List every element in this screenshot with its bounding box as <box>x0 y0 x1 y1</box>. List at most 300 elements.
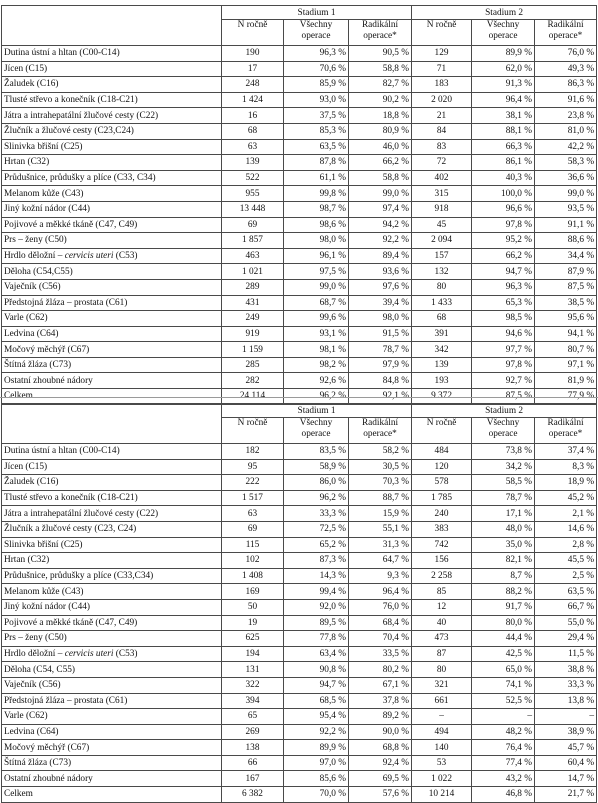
cell-stage2-all-ops: 86,1 % <box>472 155 535 171</box>
cell-stage2-all-ops: 94,6 % <box>472 326 535 342</box>
cell-total-label: Celkem <box>2 787 222 803</box>
cell-stage1-radical-ops: 80,9 % <box>349 123 412 139</box>
cell-stage2-radical-ops: 76,0 % <box>535 46 597 62</box>
cell-stage1-radical-ops: 33,5 % <box>349 646 412 662</box>
cell-stage1-all-ops: 98,2 % <box>284 357 349 373</box>
cell-stage2-all-ops: 66,3 % <box>472 139 535 155</box>
table-row <box>2 521 597 537</box>
cell-stage1-radical-ops: 99,0 % <box>349 186 412 202</box>
cell-stage1-n: 431 <box>222 295 284 311</box>
cell-site: Melanom kůže (C43) <box>2 584 222 600</box>
cell-stage2-all-ops: 96,6 % <box>472 201 535 217</box>
cell-stage2-radical-ops: 36,6 % <box>535 170 597 186</box>
cell-stage2-n: 21 <box>412 108 472 124</box>
cell-stage1-n: 190 <box>222 46 284 62</box>
cell-stage1-all-ops: 99,0 % <box>284 279 349 295</box>
cell-stage2-n: 157 <box>412 248 472 264</box>
header-stage-1: Stadium 1 <box>222 404 412 418</box>
cell-stage2-all-ops: 8,7 % <box>472 568 535 584</box>
cell-site: Jiný kožní nádor (C44) <box>2 201 222 217</box>
cell-site <box>2 646 222 662</box>
table-row <box>2 459 597 475</box>
cell-site: Varle (C62) <box>2 709 222 725</box>
cell-stage1-n: 394 <box>222 693 284 709</box>
table-row <box>2 123 597 139</box>
cell-stage1-n: 222 <box>222 475 284 491</box>
cell-stage1-n: 68 <box>222 123 284 139</box>
cell-stage2-radical-ops: 38,8 % <box>535 662 597 678</box>
cell-stage1-radical-ops: 89,4 % <box>349 248 412 264</box>
table-row <box>2 264 597 280</box>
cell-site: Předstojná žláza – prostata (C61) <box>2 693 222 709</box>
cell-stage2-all-ops: – <box>472 709 535 725</box>
cell-stage2-n: 2 094 <box>412 233 472 249</box>
cell-site: Tlusté střevo a konečník (C18-C21) <box>2 92 222 108</box>
cell-stage2-n: 193 <box>412 373 472 389</box>
cell-stage1-all-ops: 86,0 % <box>284 475 349 491</box>
cell-stage1-all-ops: 87,3 % <box>284 553 349 569</box>
cell-stage1-radical-ops: 39,4 % <box>349 295 412 311</box>
cell-stage1-all-ops: 97,5 % <box>284 264 349 280</box>
table-row <box>2 631 597 647</box>
cell-site: Ledvina (C64) <box>2 326 222 342</box>
cell-stage2-n: 40 <box>412 615 472 631</box>
cell-stage2-radical-ops: 45,5 % <box>535 553 597 569</box>
cell-total-stage2-all-ops: 46,8 % <box>472 787 535 803</box>
cell-stage2-all-ops: 77,4 % <box>472 755 535 771</box>
table-row <box>2 475 597 491</box>
cell-site: Slinivka břišní (C25) <box>2 537 222 553</box>
stage-table-1 <box>1 5 597 405</box>
table-row <box>2 342 597 358</box>
cell-stage1-radical-ops: 55,1 % <box>349 521 412 537</box>
cell-stage1-all-ops: 65,2 % <box>284 537 349 553</box>
cell-stage2-n: 156 <box>412 553 472 569</box>
cell-stage2-n: 342 <box>412 342 472 358</box>
cell-total-stage1-radical-ops: 57,6 % <box>349 787 412 803</box>
cell-site: Žaludek (C16) <box>2 475 222 491</box>
table-row <box>2 155 597 171</box>
cell-stage1-all-ops: 77,8 % <box>284 631 349 647</box>
cell-stage2-all-ops: 97,8 % <box>472 357 535 373</box>
cell-stage1-radical-ops: 90,2 % <box>349 92 412 108</box>
cell-stage1-radical-ops: 18,8 % <box>349 108 412 124</box>
cell-stage2-radical-ops: 8,3 % <box>535 459 597 475</box>
cell-stage1-n: 19 <box>222 615 284 631</box>
cell-stage2-n: 129 <box>412 46 472 62</box>
cell-site: Játra a intrahepatální žlučové cesty (C22) <box>2 108 222 124</box>
cell-stage1-n: 194 <box>222 646 284 662</box>
cell-stage2-n: 391 <box>412 326 472 342</box>
cell-site: Ledvina (C64) <box>2 724 222 740</box>
cell-stage2-all-ops: 65,3 % <box>472 295 535 311</box>
cell-site: Průdušnice, průdušky a plíce (C33, C34) <box>2 170 222 186</box>
cell-site: Průdušnice, průdušky a plíce (C33,C34) <box>2 568 222 584</box>
cell-stage2-all-ops: 74,1 % <box>472 677 535 693</box>
cell-site: Játra a intrahepatální žlučové cesty (C22) <box>2 506 222 522</box>
site-label-code: (C53) <box>113 649 138 660</box>
cell-stage1-all-ops: 98,7 % <box>284 201 349 217</box>
cell-stage2-n: 315 <box>412 186 472 202</box>
cell-stage2-n: 87 <box>412 646 472 662</box>
cell-stage1-radical-ops: 88,7 % <box>349 490 412 506</box>
cell-stage1-n: 102 <box>222 553 284 569</box>
cell-stage1-all-ops: 85,6 % <box>284 771 349 787</box>
table-row <box>2 553 597 569</box>
cell-stage1-radical-ops: 30,5 % <box>349 459 412 475</box>
cell-stage1-all-ops: 92,2 % <box>284 724 349 740</box>
cell-stage2-radical-ops: 91,1 % <box>535 217 597 233</box>
cell-site: Hrtan (C32) <box>2 553 222 569</box>
cell-stage1-all-ops: 37,5 % <box>284 108 349 124</box>
table-row <box>2 77 597 93</box>
cell-stage1-all-ops: 98,0 % <box>284 233 349 249</box>
cell-stage2-all-ops: 100,0 % <box>472 186 535 202</box>
header-all-operations: Všechny operace <box>472 20 535 46</box>
cell-stage1-all-ops: 92,6 % <box>284 373 349 389</box>
cell-total-stage1-all-ops: 70,0 % <box>284 787 349 803</box>
cell-stage2-radical-ops: 58,3 % <box>535 155 597 171</box>
cell-stage2-n: 120 <box>412 459 472 475</box>
cell-site: Štítná žláza (C73) <box>2 357 222 373</box>
cell-stage1-all-ops: 93,1 % <box>284 326 349 342</box>
header-stage-1: Stadium 1 <box>222 6 412 20</box>
cell-stage1-all-ops: 68,7 % <box>284 295 349 311</box>
cell-stage1-radical-ops: 84,8 % <box>349 373 412 389</box>
cell-stage1-all-ops: 99,6 % <box>284 311 349 327</box>
table-row <box>2 646 597 662</box>
cell-stage1-radical-ops: 98,0 % <box>349 311 412 327</box>
cell-stage1-n: 115 <box>222 537 284 553</box>
cell-site: Dutina ústní a hltan (C00-C14) <box>2 46 222 62</box>
cell-stage1-all-ops: 90,8 % <box>284 662 349 678</box>
header-n-per-year: N ročně <box>222 20 284 46</box>
cell-stage1-n: 522 <box>222 170 284 186</box>
cell-stage2-radical-ops: 86,3 % <box>535 77 597 93</box>
cell-stage2-radical-ops: 13,8 % <box>535 693 597 709</box>
cell-site: Močový měchýř (C67) <box>2 740 222 756</box>
cell-stage1-radical-ops: 58,8 % <box>349 170 412 186</box>
cell-site: Ostatní zhoubné nádory <box>2 373 222 389</box>
cell-stage2-n: 578 <box>412 475 472 491</box>
cell-stage2-all-ops: 89,9 % <box>472 46 535 62</box>
cell-stage1-all-ops: 85,3 % <box>284 123 349 139</box>
cell-stage2-all-ops: 97,7 % <box>472 342 535 358</box>
header-all-operations: Všechny operace <box>284 20 349 46</box>
cell-stage1-radical-ops: 58,2 % <box>349 444 412 460</box>
cell-stage2-all-ops: 17,1 % <box>472 506 535 522</box>
cell-stage1-all-ops: 96,2 % <box>284 490 349 506</box>
cell-stage1-all-ops: 96,1 % <box>284 248 349 264</box>
cell-stage1-all-ops: 89,9 % <box>284 740 349 756</box>
cell-stage1-n: 182 <box>222 444 284 460</box>
cell-site: Předstojná žláza – prostata (C61) <box>2 295 222 311</box>
cell-stage2-radical-ops: – <box>535 709 597 725</box>
cell-stage2-n: 918 <box>412 201 472 217</box>
cell-total-stage2-n: 10 214 <box>412 787 472 803</box>
cell-stage2-n: 402 <box>412 170 472 186</box>
table-row <box>2 506 597 522</box>
cell-stage2-n: 71 <box>412 61 472 77</box>
table-row <box>2 771 597 787</box>
cell-stage1-radical-ops: 9,3 % <box>349 568 412 584</box>
cell-stage1-radical-ops: 93,6 % <box>349 264 412 280</box>
table-row <box>2 233 597 249</box>
cell-site: Jiný kožní nádor (C44) <box>2 599 222 615</box>
cell-stage1-n: 167 <box>222 771 284 787</box>
cell-stage2-all-ops: 96,4 % <box>472 92 535 108</box>
cell-stage1-all-ops: 96,3 % <box>284 46 349 62</box>
cell-stage1-n: 249 <box>222 311 284 327</box>
cell-site: Vaječník (C56) <box>2 279 222 295</box>
table-row <box>2 373 597 389</box>
cell-stage2-all-ops: 43,2 % <box>472 771 535 787</box>
cell-stage1-radical-ops: 92,2 % <box>349 233 412 249</box>
table-body <box>2 46 597 405</box>
cell-stage1-all-ops: 98,1 % <box>284 342 349 358</box>
cell-stage2-radical-ops: 95,6 % <box>535 311 597 327</box>
cell-stage1-radical-ops: 80,2 % <box>349 662 412 678</box>
table-row <box>2 568 597 584</box>
table-row <box>2 677 597 693</box>
cell-stage1-n: 63 <box>222 139 284 155</box>
cell-stage2-radical-ops: 97,1 % <box>535 357 597 373</box>
cell-stage1-all-ops: 70,6 % <box>284 61 349 77</box>
cell-stage2-radical-ops: 14,6 % <box>535 521 597 537</box>
cell-stage1-all-ops: 94,7 % <box>284 677 349 693</box>
cell-total-stage2-radical-ops: 21,7 % <box>535 787 597 803</box>
header-stage-2: Stadium 2 <box>412 404 597 418</box>
cell-site: Pojivové a měkké tkáně (C47, C49) <box>2 615 222 631</box>
cell-stage1-radical-ops: 91,5 % <box>349 326 412 342</box>
cell-stage1-n: 50 <box>222 599 284 615</box>
cell-stage2-n: 53 <box>412 755 472 771</box>
table-row <box>2 615 597 631</box>
table-row <box>2 326 597 342</box>
cell-stage1-all-ops: 63,5 % <box>284 139 349 155</box>
cell-stage1-radical-ops: 68,4 % <box>349 615 412 631</box>
cell-stage2-radical-ops: 99,0 % <box>535 186 597 202</box>
cell-stage1-radical-ops: 68,8 % <box>349 740 412 756</box>
cell-stage2-radical-ops: 29,4 % <box>535 631 597 647</box>
cell-stage2-all-ops: 62,0 % <box>472 61 535 77</box>
cell-stage1-n: 16 <box>222 108 284 124</box>
table-row <box>2 61 597 77</box>
cell-stage2-all-ops: 94,7 % <box>472 264 535 280</box>
cell-stage1-radical-ops: 76,0 % <box>349 599 412 615</box>
cell-stage2-n: 2 020 <box>412 92 472 108</box>
cell-stage2-n: 240 <box>412 506 472 522</box>
cell-stage2-n: 1 433 <box>412 295 472 311</box>
header-all-operations: Všechny operace <box>472 418 535 444</box>
cell-stage2-radical-ops: 23,8 % <box>535 108 597 124</box>
cell-stage1-n: 65 <box>222 709 284 725</box>
header-blank-cell <box>2 404 222 444</box>
cell-stage2-n: 132 <box>412 264 472 280</box>
cell-stage2-all-ops: 78,7 % <box>472 490 535 506</box>
table-row <box>2 444 597 460</box>
cell-stage2-n: 1 022 <box>412 771 472 787</box>
table-row <box>2 724 597 740</box>
cell-stage2-all-ops: 65,0 % <box>472 662 535 678</box>
cell-stage2-all-ops: 92,7 % <box>472 373 535 389</box>
cell-stage2-all-ops: 34,2 % <box>472 459 535 475</box>
cell-stage2-all-ops: 58,5 % <box>472 475 535 491</box>
cell-stage1-radical-ops: 82,7 % <box>349 77 412 93</box>
cell-stage1-radical-ops: 37,8 % <box>349 693 412 709</box>
cell-site: Tlusté střevo a konečník (C18-C21) <box>2 490 222 506</box>
cell-site: Dutina ústní a hltan (C00-C14) <box>2 444 222 460</box>
cell-stage1-radical-ops: 70,3 % <box>349 475 412 491</box>
table-row <box>2 217 597 233</box>
table-row <box>2 662 597 678</box>
cell-stage1-radical-ops: 90,0 % <box>349 724 412 740</box>
cell-stage2-n: 139 <box>412 357 472 373</box>
cell-stage2-n: 45 <box>412 217 472 233</box>
table-row <box>2 693 597 709</box>
cell-stage1-radical-ops: 64,7 % <box>349 553 412 569</box>
cell-stage1-n: 282 <box>222 373 284 389</box>
cell-site: Varle (C62) <box>2 311 222 327</box>
cell-stage2-radical-ops: 42,2 % <box>535 139 597 155</box>
cell-stage2-n: 140 <box>412 740 472 756</box>
cell-stage1-radical-ops: 92,4 % <box>349 755 412 771</box>
cell-stage1-n: 625 <box>222 631 284 647</box>
cell-stage2-radical-ops: 81,9 % <box>535 373 597 389</box>
cell-stage1-n: 69 <box>222 217 284 233</box>
cell-stage1-n: 66 <box>222 755 284 771</box>
cell-stage1-radical-ops: 96,4 % <box>349 584 412 600</box>
table-row <box>2 279 597 295</box>
cell-stage1-n: 919 <box>222 326 284 342</box>
cell-stage2-radical-ops: 45,2 % <box>535 490 597 506</box>
cell-stage1-radical-ops: 97,9 % <box>349 357 412 373</box>
header-all-operations: Všechny operace <box>284 418 349 444</box>
cell-stage1-radical-ops: 97,6 % <box>349 279 412 295</box>
cell-site <box>2 248 222 264</box>
cell-stage2-n: 12 <box>412 599 472 615</box>
cell-stage1-all-ops: 72,5 % <box>284 521 349 537</box>
cell-stage1-radical-ops: 89,2 % <box>349 709 412 725</box>
cell-stage1-all-ops: 87,8 % <box>284 155 349 171</box>
cell-stage2-radical-ops: 55,0 % <box>535 615 597 631</box>
cell-stage1-radical-ops: 58,8 % <box>349 61 412 77</box>
table-separator <box>0 397 598 398</box>
cell-stage1-radical-ops: 69,5 % <box>349 771 412 787</box>
cell-stage2-all-ops: 73,8 % <box>472 444 535 460</box>
cell-site: Děloha (C54, C55) <box>2 662 222 678</box>
cell-stage2-radical-ops: 11,5 % <box>535 646 597 662</box>
cell-stage1-n: 1 021 <box>222 264 284 280</box>
cell-stage2-radical-ops: 87,9 % <box>535 264 597 280</box>
cell-stage2-n: 83 <box>412 139 472 155</box>
cell-stage2-n: – <box>412 709 472 725</box>
cell-stage2-all-ops: 48,2 % <box>472 724 535 740</box>
cell-site: Vaječník (C56) <box>2 677 222 693</box>
cell-stage1-radical-ops: 90,5 % <box>349 46 412 62</box>
cell-stage2-radical-ops: 2,1 % <box>535 506 597 522</box>
site-label: Hrdlo děložní – <box>4 251 65 262</box>
cell-stage1-radical-ops: 70,4 % <box>349 631 412 647</box>
cell-stage1-n: 69 <box>222 521 284 537</box>
cell-stage1-n: 95 <box>222 459 284 475</box>
header-radical-operations: Radikální operace* <box>349 418 412 444</box>
cell-stage2-radical-ops: 2,5 % <box>535 568 597 584</box>
cell-stage2-all-ops: 91,7 % <box>472 599 535 615</box>
cell-stage2-radical-ops: 33,3 % <box>535 677 597 693</box>
table-row <box>2 139 597 155</box>
cell-stage2-radical-ops: 18,9 % <box>535 475 597 491</box>
table-row <box>2 599 597 615</box>
cell-site: Jícen (C15) <box>2 459 222 475</box>
cell-stage1-all-ops: 92,0 % <box>284 599 349 615</box>
stage-table-2 <box>1 403 597 803</box>
cell-stage2-radical-ops: 60,4 % <box>535 755 597 771</box>
cell-stage1-radical-ops: 15,9 % <box>349 506 412 522</box>
cell-site: Žlučník a žlučové cesty (C23, C24) <box>2 521 222 537</box>
cell-stage2-n: 80 <box>412 279 472 295</box>
cell-stage1-n: 139 <box>222 155 284 171</box>
table-row <box>2 357 597 373</box>
cell-site: Melanom kůže (C43) <box>2 186 222 202</box>
cell-stage2-all-ops: 95,2 % <box>472 233 535 249</box>
cell-stage2-all-ops: 76,4 % <box>472 740 535 756</box>
table-row <box>2 537 597 553</box>
site-label-italic: cervicis uteri <box>64 251 114 262</box>
cell-stage1-n: 1 408 <box>222 568 284 584</box>
cell-stage2-radical-ops: 94,1 % <box>535 326 597 342</box>
cell-stage1-all-ops: 98,6 % <box>284 217 349 233</box>
header-n-per-year: N ročně <box>222 418 284 444</box>
cell-stage1-all-ops: 83,5 % <box>284 444 349 460</box>
cell-stage2-n: 473 <box>412 631 472 647</box>
cell-stage1-radical-ops: 46,0 % <box>349 139 412 155</box>
cell-site: Močový měchýř (C67) <box>2 342 222 358</box>
cell-stage1-n: 955 <box>222 186 284 202</box>
cell-stage1-n: 1 424 <box>222 92 284 108</box>
table-row <box>2 108 597 124</box>
cell-stage1-n: 322 <box>222 677 284 693</box>
cell-site: Prs – ženy (C50) <box>2 233 222 249</box>
cell-stage1-n: 169 <box>222 584 284 600</box>
cell-stage1-radical-ops: 97,4 % <box>349 201 412 217</box>
cell-stage2-n: 85 <box>412 584 472 600</box>
cell-stage2-all-ops: 66,2 % <box>472 248 535 264</box>
cell-stage2-radical-ops: 93,5 % <box>535 201 597 217</box>
cell-stage1-n: 131 <box>222 662 284 678</box>
table-row <box>2 248 597 264</box>
cell-site: Štítná žláza (C73) <box>2 755 222 771</box>
cell-stage2-radical-ops: 34,4 % <box>535 248 597 264</box>
cell-stage1-n: 248 <box>222 77 284 93</box>
cell-stage1-n: 17 <box>222 61 284 77</box>
header-radical-operations: Radikální operace* <box>535 20 597 46</box>
table-row <box>2 709 597 725</box>
header-n-per-year: N ročně <box>412 20 472 46</box>
cell-site: Hrtan (C32) <box>2 155 222 171</box>
cell-stage2-radical-ops: 91,6 % <box>535 92 597 108</box>
site-label-code: (C53) <box>113 251 138 262</box>
cell-site: Jícen (C15) <box>2 61 222 77</box>
cell-stage2-n: 321 <box>412 677 472 693</box>
header-n-per-year: N ročně <box>412 418 472 444</box>
cell-stage1-all-ops: 68,5 % <box>284 693 349 709</box>
cell-stage2-radical-ops: 87,5 % <box>535 279 597 295</box>
cell-stage2-n: 84 <box>412 123 472 139</box>
cell-stage1-all-ops: 97,0 % <box>284 755 349 771</box>
cell-stage2-n: 484 <box>412 444 472 460</box>
cell-stage1-all-ops: 89,5 % <box>284 615 349 631</box>
